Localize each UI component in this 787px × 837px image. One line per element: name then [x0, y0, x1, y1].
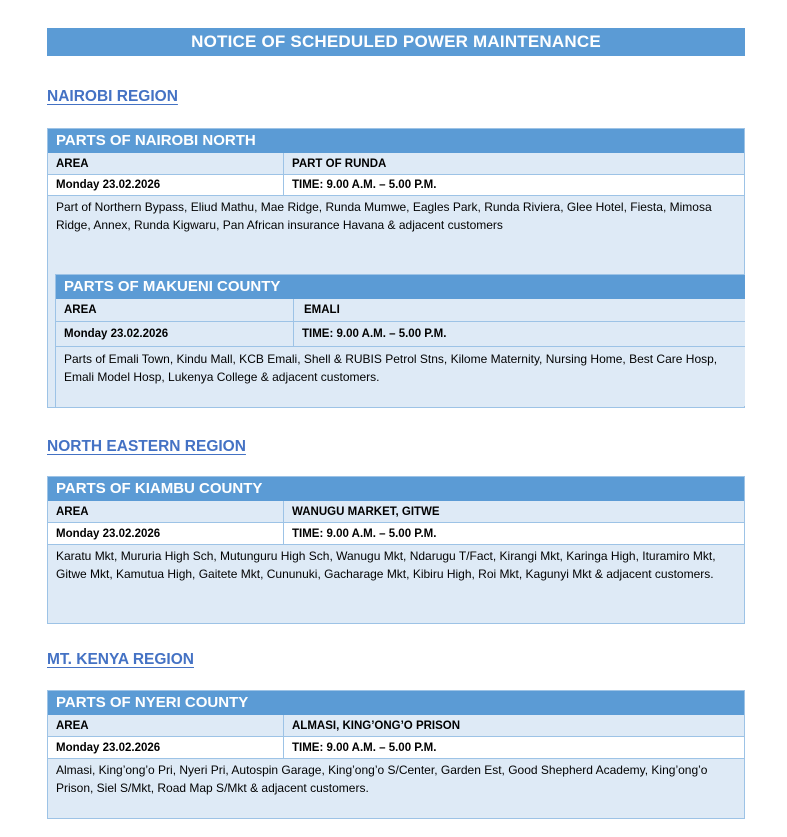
- table-header: PARTS OF KIAMBU COUNTY: [48, 477, 744, 501]
- table-makueni-county: [55, 274, 745, 407]
- area-label: AREA: [48, 501, 284, 522]
- date-row: [48, 175, 744, 196]
- region-heading-nairobi: NAIROBI REGION: [47, 88, 178, 105]
- date-cell: Monday 23.02.2026: [48, 523, 284, 544]
- table-header: PARTS OF MAKUENI COUNTY: [56, 275, 745, 299]
- date-row: [48, 523, 744, 545]
- region-heading-mt-kenya: MT. KENYA REGION: [47, 651, 194, 668]
- description-cell: Karatu Mkt, Mururia High Sch, Mutunguru High Sch, Wanugu Mkt, Ndarugu T/Fact, Kirangi Mkt, Karinga High, Ituramiro Mkt, Gitwe Mkt, Kamutua High, Gaitete Mkt, Cununuki, Gacharage Mkt, Kibiru High, Roi Mkt, Kagunyi Mkt & adjacent customers.: [48, 545, 744, 623]
- table-nyeri-county: [47, 690, 745, 819]
- description-cell: Almasi, King’ong’o Pri, Nyeri Pri, Autospin Garage, King’ong’o S/Center, Garden Est, Good Shepherd Academy, King’ong’o Prison, Siel S/Mkt, Road Map S/Mkt & adjacent customers.: [48, 759, 744, 818]
- date-cell: Monday 23.02.2026: [48, 175, 284, 195]
- table-header: PARTS OF NYERI COUNTY: [48, 691, 744, 715]
- date-row: [48, 737, 744, 759]
- date-row: [56, 322, 745, 347]
- area-label: AREA: [56, 299, 294, 321]
- area-value: ALMASI, KING’ONG’O PRISON: [292, 719, 461, 732]
- description-cell: Parts of Emali Town, Kindu Mall, KCB Emali, Shell & RUBIS Petrol Stns, Kilome Maternity, Nursing Home, Best Care Hosp, Emali Model Hosp, Lukenya College & adjacent customers.: [56, 347, 745, 406]
- region-heading-north-eastern: NORTH EASTERN REGION: [47, 438, 246, 455]
- notice-title: NOTICE OF SCHEDULED POWER MAINTENANCE: [47, 28, 745, 56]
- time-cell: TIME: 9.00 A.M. – 5.00 P.M.: [292, 741, 437, 754]
- table-kiambu-county: [47, 476, 745, 624]
- area-row: [48, 153, 744, 175]
- time-cell: TIME: 9.00 A.M. – 5.00 P.M.: [292, 179, 437, 191]
- area-value: PART OF RUNDA: [292, 157, 387, 170]
- area-label: AREA: [48, 153, 284, 174]
- date-cell: Monday 23.02.2026: [56, 322, 294, 346]
- table-nairobi-north: [47, 128, 745, 408]
- area-row: [56, 299, 745, 322]
- area-row: [48, 501, 744, 523]
- time-cell: TIME: 9.00 A.M. – 5.00 P.M.: [292, 527, 437, 540]
- description-cell: Part of Northern Bypass, Eliud Mathu, Mae Ridge, Runda Mumwe, Eagles Park, Runda Riviera, Glee Hotel, Fiesta, Mimosa Ridge, Annex, Runda Kigwaru, Pan African insurance Havana & adjacent customers: [48, 196, 744, 256]
- area-value: WANUGU MARKET, GITWE: [292, 505, 440, 518]
- table-header: PARTS OF NAIROBI NORTH: [48, 129, 744, 153]
- date-cell: Monday 23.02.2026: [48, 737, 284, 758]
- area-row: [48, 715, 744, 737]
- time-cell: TIME: 9.00 A.M. – 5.00 P.M.: [302, 328, 447, 340]
- area-value: EMALI: [304, 304, 340, 316]
- area-label: AREA: [48, 715, 284, 736]
